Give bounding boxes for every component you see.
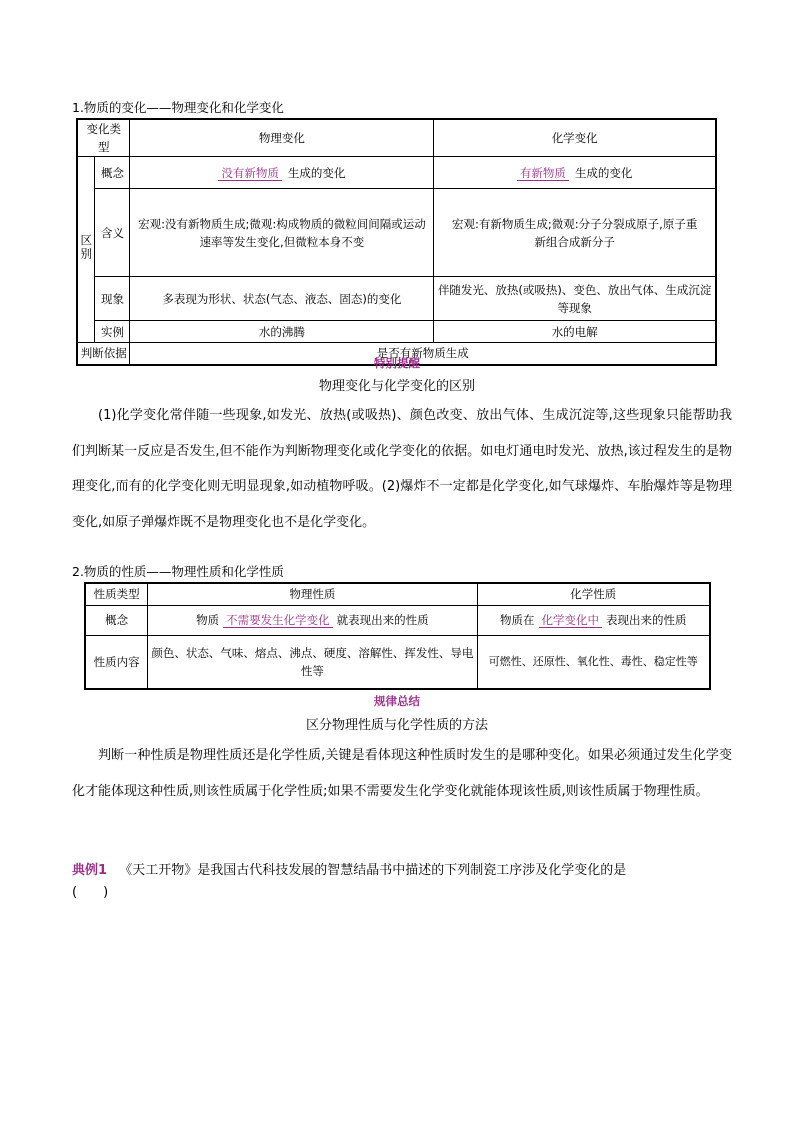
blank-answer: 化学变化中 (539, 613, 603, 628)
basis-value: 是否有新物质生成 (130, 343, 716, 365)
tip-heading-property-method: 区分物理性质与化学性质的方法 (305, 718, 488, 733)
header-type: 变化类型 (77, 119, 130, 157)
tip-label-summary: 规律总结 (374, 694, 420, 708)
header-chemical: 化学变化 (434, 119, 716, 157)
chem-concept: 有新物质 生成的变化 (434, 157, 716, 189)
chem-phenomenon: 伴随发光、放热(或吸热)、变色、放出气体、生成沉淀等现象 (434, 277, 716, 321)
chem-property-content: 可燃性、还原性、氧化性、毒性、稳定性等 (477, 635, 710, 689)
phys-phenomenon: 多表现为形状、状态(气态、液态、固态)的变化 (130, 277, 434, 321)
phys-property-content: 颜色、状态、气味、熔点、沸点、硬度、溶解性、挥发性、导电性等 (148, 635, 477, 689)
section2-title: 2.物质的性质——物理性质和化学性质 (72, 564, 284, 579)
tip-body-change: (1)化学变化常伴随一些现象,如发光、放热(或吸热)、颜色改变、放出气体、生成沉淀等,这些现象只能帮助我们判断某一反应是否发生,但不能作为判断物理变化或化学变化的依据。如电灯通电时发光、放热,该过程发生的是物理变化,而有的化学变化则无明显现象,如动植物呼吸。(2)爆炸不一定都是化学变化,如气球爆炸、车胎爆炸等是物理变化,如原子弹爆炸既不是物理变化也不是化学变化。 (72, 408, 732, 530)
property-table (84, 582, 711, 690)
header-physical: 物理变化 (130, 119, 434, 157)
blank-answer: 不需要发生化学变化 (223, 613, 333, 628)
phys-concept: 没有新物质 生成的变化 (130, 157, 434, 189)
answer-parentheses: ( ) (72, 885, 109, 900)
phys-example: 水的沸腾 (130, 321, 434, 343)
row-label-concept: 概念 (85, 605, 148, 635)
tip-label-special: 特别提醒 (374, 356, 420, 370)
header-chemical-property: 化学性质 (477, 583, 710, 605)
example-question (72, 859, 732, 878)
example-badge: 典例1 (72, 859, 107, 878)
row-label-content: 性质内容 (85, 635, 148, 689)
section1-title: 1.物质的变化——物理变化和化学变化 (72, 100, 284, 115)
tip-heading-change-difference: 物理变化与化学变化的区别 (318, 379, 475, 394)
change-table (76, 118, 717, 366)
basis-label: 判断依据 (77, 343, 130, 365)
chem-example: 水的电解 (434, 321, 716, 343)
tip-body-property: 判断一种性质是物理性质还是化学性质,关键是看体现这种性质时发生的是哪种变化。如果必须通过发生化学变化才能体现这种性质,则该性质属于化学性质;如果不需要发生化学变化就能体现该性质,则该性质属于物理性质。 (72, 748, 732, 799)
example-text: 《天工开物》是我国古代科技发展的智慧结晶书中描述的下列制瓷工序涉及化学变化的是 (119, 863, 627, 878)
group-label: 区别 (77, 157, 95, 343)
chem-property-concept: 物质在 化学变化中 表现出来的性质 (477, 605, 710, 635)
row-label-concept: 概念 (95, 157, 130, 189)
chem-meaning: 宏观:有新物质生成;微观:分子分裂成原子,原子重新组合成新分子 (434, 189, 716, 277)
header-physical-property: 物理性质 (148, 583, 477, 605)
header-property-type: 性质类型 (85, 583, 148, 605)
phys-meaning: 宏观:没有新物质生成;微观:构成物质的微粒间间隔或运动速率等发生变化,但微粒本身不变 (130, 189, 434, 277)
phys-property-concept: 物质 不需要发生化学变化 就表现出来的性质 (148, 605, 477, 635)
row-label-example: 实例 (95, 321, 130, 343)
row-label-meaning: 含义 (95, 189, 130, 277)
blank-answer: 没有新物质 (218, 166, 282, 181)
blank-answer: 有新物质 (517, 166, 569, 181)
row-label-phenomenon: 现象 (95, 277, 130, 321)
